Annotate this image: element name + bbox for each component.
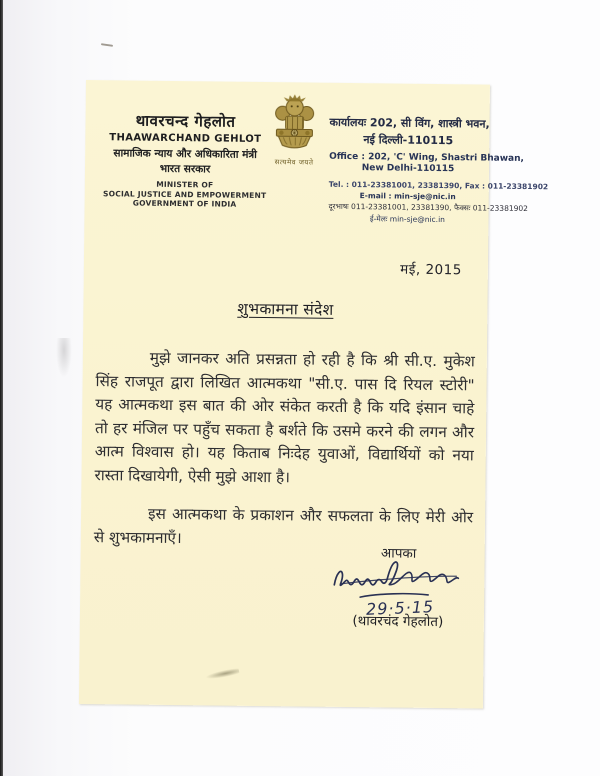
minister-name-english: THAAWARCHAND GEHLOT bbox=[109, 132, 262, 145]
letterhead-left-block bbox=[99, 110, 272, 209]
minister-title-english-3: GOVERNMENT OF INDIA bbox=[132, 198, 237, 209]
minister-title-english-1: MINISTER OF bbox=[156, 179, 214, 190]
letter-body bbox=[94, 346, 475, 568]
minister-title-english-2: SOCIAL JUSTICE AND EMPOWERMENT bbox=[103, 188, 267, 200]
minister-name-hindi: थावरचन्द गेहलोत bbox=[135, 111, 236, 131]
signature-date-text: 29·5·15 bbox=[365, 597, 435, 619]
letter-paragraph-2: इस आत्मकथा के प्रकाशन और सफलता के लिए मेरी ओर से शुभकामनाएँ। bbox=[93, 504, 474, 547]
office-address-english-2: New Delhi-110115 bbox=[361, 163, 455, 175]
scan-edge-shadow bbox=[0, 0, 3, 776]
office-address-hindi-1: कार्यालयः 202, सी विंग, शास्त्री भवन, bbox=[329, 115, 490, 131]
margin-smudge bbox=[56, 338, 72, 378]
emblem-motto: सत्यमेव जयते bbox=[274, 158, 314, 167]
telephone-hindi: दूरभाषः 011-23381001, 23381390, फैक्सः 011-23381902 bbox=[328, 201, 529, 214]
letter-paper bbox=[79, 80, 549, 709]
ashoka-lion-capital-emblem-icon bbox=[266, 92, 323, 157]
minister-title-hindi: सामाजिक न्याय और अधिकारिता मंत्री bbox=[113, 147, 257, 161]
letterhead-right-block bbox=[328, 115, 549, 226]
paper-smudge bbox=[205, 667, 240, 681]
email-hindi: ई-मेलः min-sje@nic.in bbox=[369, 214, 445, 225]
email-english: E-mail : min-sje@nic.in bbox=[359, 191, 456, 202]
telephone-english: Tel. : 011-23381001, 23381390, Fax : 011-23381902 bbox=[328, 179, 549, 192]
signatory-name: (थावरचंद गेहलोत) bbox=[352, 613, 444, 631]
letter-subject: शुभकामना संदेश bbox=[237, 299, 334, 319]
office-address-english-1: Office : 202, 'C' Wing, Shastri Bhawan, bbox=[329, 151, 525, 164]
national-emblem-block bbox=[263, 92, 326, 168]
office-address-hindi-2: नई दिल्ली-110115 bbox=[363, 133, 454, 148]
letter-paragraph-1: मुझे जानकर अति प्रसन्नता हो रही है कि श्री सी.ए. मुकेश सिंह राजपूत द्वारा लिखित आत्मकथा "सी.ए. पास दि रियल स्टोरी" यह आत्मकथा इस बात की ओर संकेत करती है कि यदि इंसान चाहे तो हर मंजिल पर पहुँच सकता है बर्शते कि उसमे करने की लगन और आत्म विश्वास हो। यह किताब निःदेह युवाओं, विद्यार्थियों को नया रास्ता दिखायेगी, ऐसी मुझे आशा है। bbox=[94, 348, 475, 486]
closing-word: आपका bbox=[380, 545, 417, 562]
government-hindi: भारत सरकार bbox=[159, 162, 211, 176]
letter-date: मई, 2015 bbox=[400, 261, 462, 279]
closing-block bbox=[329, 543, 469, 631]
